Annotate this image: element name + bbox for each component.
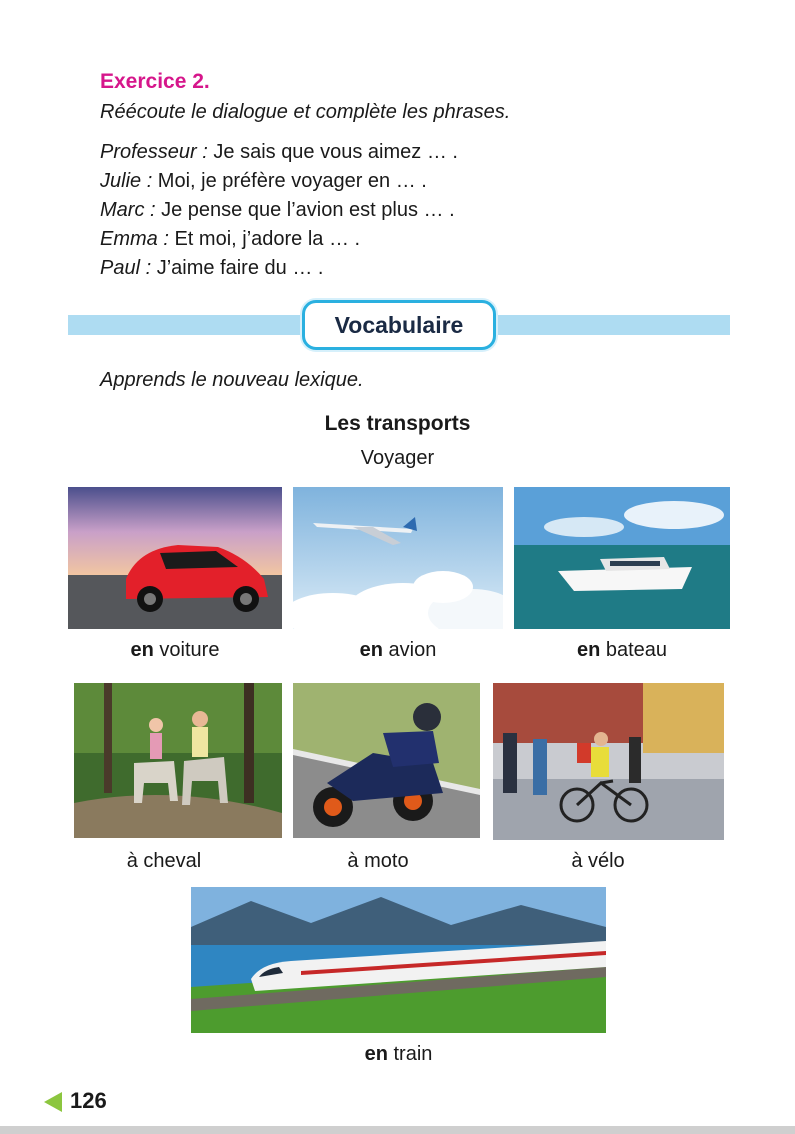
airplane-photo	[293, 487, 503, 629]
line-text: Je pense que l’avion est plus … .	[155, 199, 455, 221]
speaker: Professeur :	[100, 141, 208, 163]
caption-preposition: en	[359, 639, 383, 661]
speaker: Marc :	[100, 199, 156, 221]
line-text: Moi, je préfère voyager en … .	[152, 170, 427, 192]
caption-car	[68, 639, 282, 662]
lexicon-heading: Les transports	[324, 412, 471, 435]
page-arrow-icon	[44, 1092, 62, 1112]
car-photo	[68, 487, 282, 629]
dialogue-line	[100, 199, 455, 222]
caption-word: train	[387, 1043, 433, 1065]
dialogue-line	[100, 170, 427, 193]
boat-photo	[514, 487, 730, 629]
caption-word: à vélo	[571, 850, 625, 872]
vocabulary-banner: Vocabulaire	[302, 300, 496, 350]
caption-word: voiture	[153, 639, 220, 661]
dialogue-line	[100, 228, 360, 251]
caption-train	[191, 1043, 606, 1066]
caption-bicycle	[493, 850, 703, 873]
horse-photo	[74, 683, 282, 838]
caption-preposition: en	[576, 639, 601, 661]
bicycle-photo	[493, 683, 724, 840]
bottom-bar	[0, 1126, 795, 1134]
caption-boat	[514, 639, 730, 662]
caption-word: bateau	[600, 639, 668, 661]
line-text: Je sais que vous aimez … .	[207, 141, 458, 163]
caption-horse	[74, 850, 254, 873]
dialogue-line	[100, 141, 458, 164]
caption-motorcycle	[293, 850, 463, 873]
caption-preposition: en	[364, 1043, 388, 1065]
speaker: Paul :	[100, 257, 152, 279]
motorcycle-photo	[293, 683, 480, 838]
lexicon-subheading: Voyager	[360, 447, 435, 469]
vocabulary-instruction: Apprends le nouveau lexique.	[100, 369, 364, 391]
caption-word: à moto	[347, 850, 409, 872]
line-text: J’aime faire du … .	[151, 257, 324, 279]
speaker: Emma :	[100, 228, 169, 250]
page-number: 126	[70, 1088, 107, 1113]
dialogue-line	[100, 257, 323, 280]
caption-airplane	[293, 639, 503, 662]
speaker: Julie :	[100, 170, 153, 192]
caption-word: avion	[382, 639, 437, 661]
caption-word: à cheval	[126, 850, 202, 872]
caption-preposition: en	[130, 639, 154, 661]
line-text: Et moi, j’adore la … .	[168, 228, 361, 250]
exercise-instruction: Réécoute le dialogue et complète les phrases.	[100, 101, 511, 123]
exercise-title: Exercice 2.	[100, 70, 210, 93]
train-photo	[191, 887, 606, 1033]
